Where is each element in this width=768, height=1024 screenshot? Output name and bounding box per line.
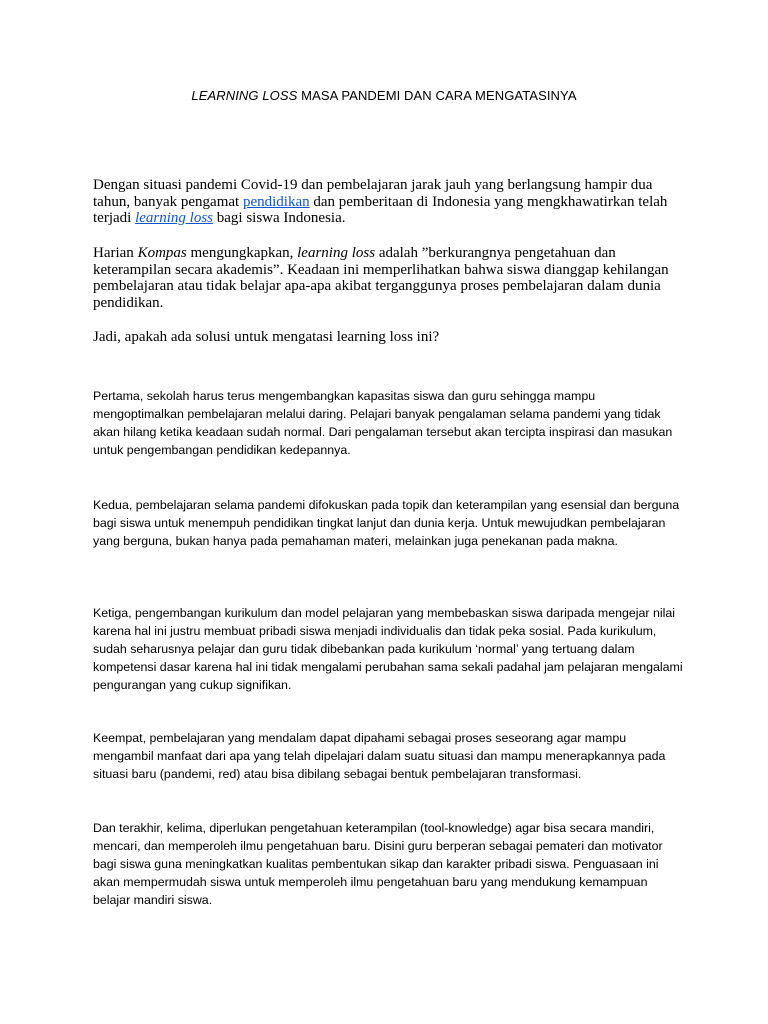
- p2-text-b: mengungkapkan,: [186, 245, 298, 261]
- intro-paragraph-2: [93, 245, 683, 311]
- solution-paragraph-5: Dan terakhir, kelima, diperlukan pengetahuan keterampilan (tool-knowledge) agar bisa secara mandiri, mencari, dan memperoleh ilmu pengetahuan baru. Disini guru berperan sebagai pemateri dan motivator bagi siswa guna meningkatkan kualitas pembentukan sikap dan karakter pribadi siswa. Penguasaan ini akan mempermudah siswa untuk memperoleh ilmu pengetahuan baru yang mendukung kemampuan belajar mandiri siswa.: [93, 821, 663, 907]
- p2-text-c: adalah ”berkurangnya pengetahuan dan keterampilan secara akademis”. Keadaan ini memperlihatkan bahwa siswa dianggap kehilangan pembelajaran atau tidak belajar apa-apa akibat terganggunya proses pembelajaran dalam dunia pendidikan.: [93, 245, 669, 311]
- solution-paragraph-1: Pertama, sekolah harus terus mengembangkan kapasitas siswa dan guru sehingga mampu mengoptimalkan pembelajaran melalui daring. Pelajari banyak pengalaman selama pandemi yang tidak akan hilang ketika keadaan sudah normal. Dari pengalaman tersebut akan tercipta inspirasi dan masukan untuk pengembangan pendidikan kedepannya.: [93, 389, 673, 457]
- p1-text-c: bagi siswa Indonesia.: [213, 210, 346, 226]
- p2-text-a: Harian: [93, 245, 138, 261]
- p2-term: learning loss: [297, 245, 376, 261]
- p2-kompas: Kompas: [137, 245, 187, 261]
- solution-paragraph-3: Ketiga, pengembangan kurikulum dan model pelajaran yang membebaskan siswa daripada mengejar nilai karena hal ini justru membuat pribadi siswa menjadi individualis dan tidak peka sosial. Pada kurikulum, sudah seharusnya pelajar dan guru tidak dibebankan pada kurikulum ‘normal’ yang tertuang dalam kompetensi dasar karena hal ini tidak mengalami perubahan sama sekali padahal jam pelajaran mengalami pengurangan yang cukup signifikan.: [93, 606, 683, 692]
- p1-text-b: dan pemberitaan di Indonesia yang mengkhawatirkan telah terjadi: [93, 193, 668, 226]
- solution-paragraph-2: Kedua, pembelajaran selama pandemi difokuskan pada topik dan keterampilan yang esensial dan berguna bagi siswa untuk menempuh pendidikan tingkat lanjut dan dunia kerja. Untuk mewujudkan pembelajaran yang berguna, bukan hanya pada pemahaman materi, melainkan juga penekanan pada makna.: [93, 498, 680, 548]
- document-title: [0, 88, 768, 103]
- p1-text-a: Dengan situasi pandemi Covid-19 dan pembelajaran jarak jauh yang berlangsung hampir dua tahun, banyak pengamat: [93, 177, 653, 210]
- link-learning-loss[interactable]: learning loss: [135, 210, 214, 226]
- intro-question: Jadi, apakah ada solusi untuk mengatasi learning loss ini?: [93, 329, 440, 345]
- intro-paragraph-1: [93, 177, 683, 227]
- title-italic-term: LEARNING LOSS: [191, 88, 298, 103]
- title-rest: MASA PANDEMI DAN CARA MENGATASINYA: [297, 88, 577, 103]
- link-pendidikan[interactable]: pendidikan: [242, 193, 310, 210]
- solution-paragraph-4: Keempat, pembelajaran yang mendalam dapat dipahami sebagai proses seseorang agar mampu mengambil manfaat dari apa yang telah dipelajari dalam suatu situasi dan mampu menerapkannya pada situasi baru (pandemi, red) atau bisa dibilang sebagai bentuk pembelajaran transformasi.: [93, 731, 666, 781]
